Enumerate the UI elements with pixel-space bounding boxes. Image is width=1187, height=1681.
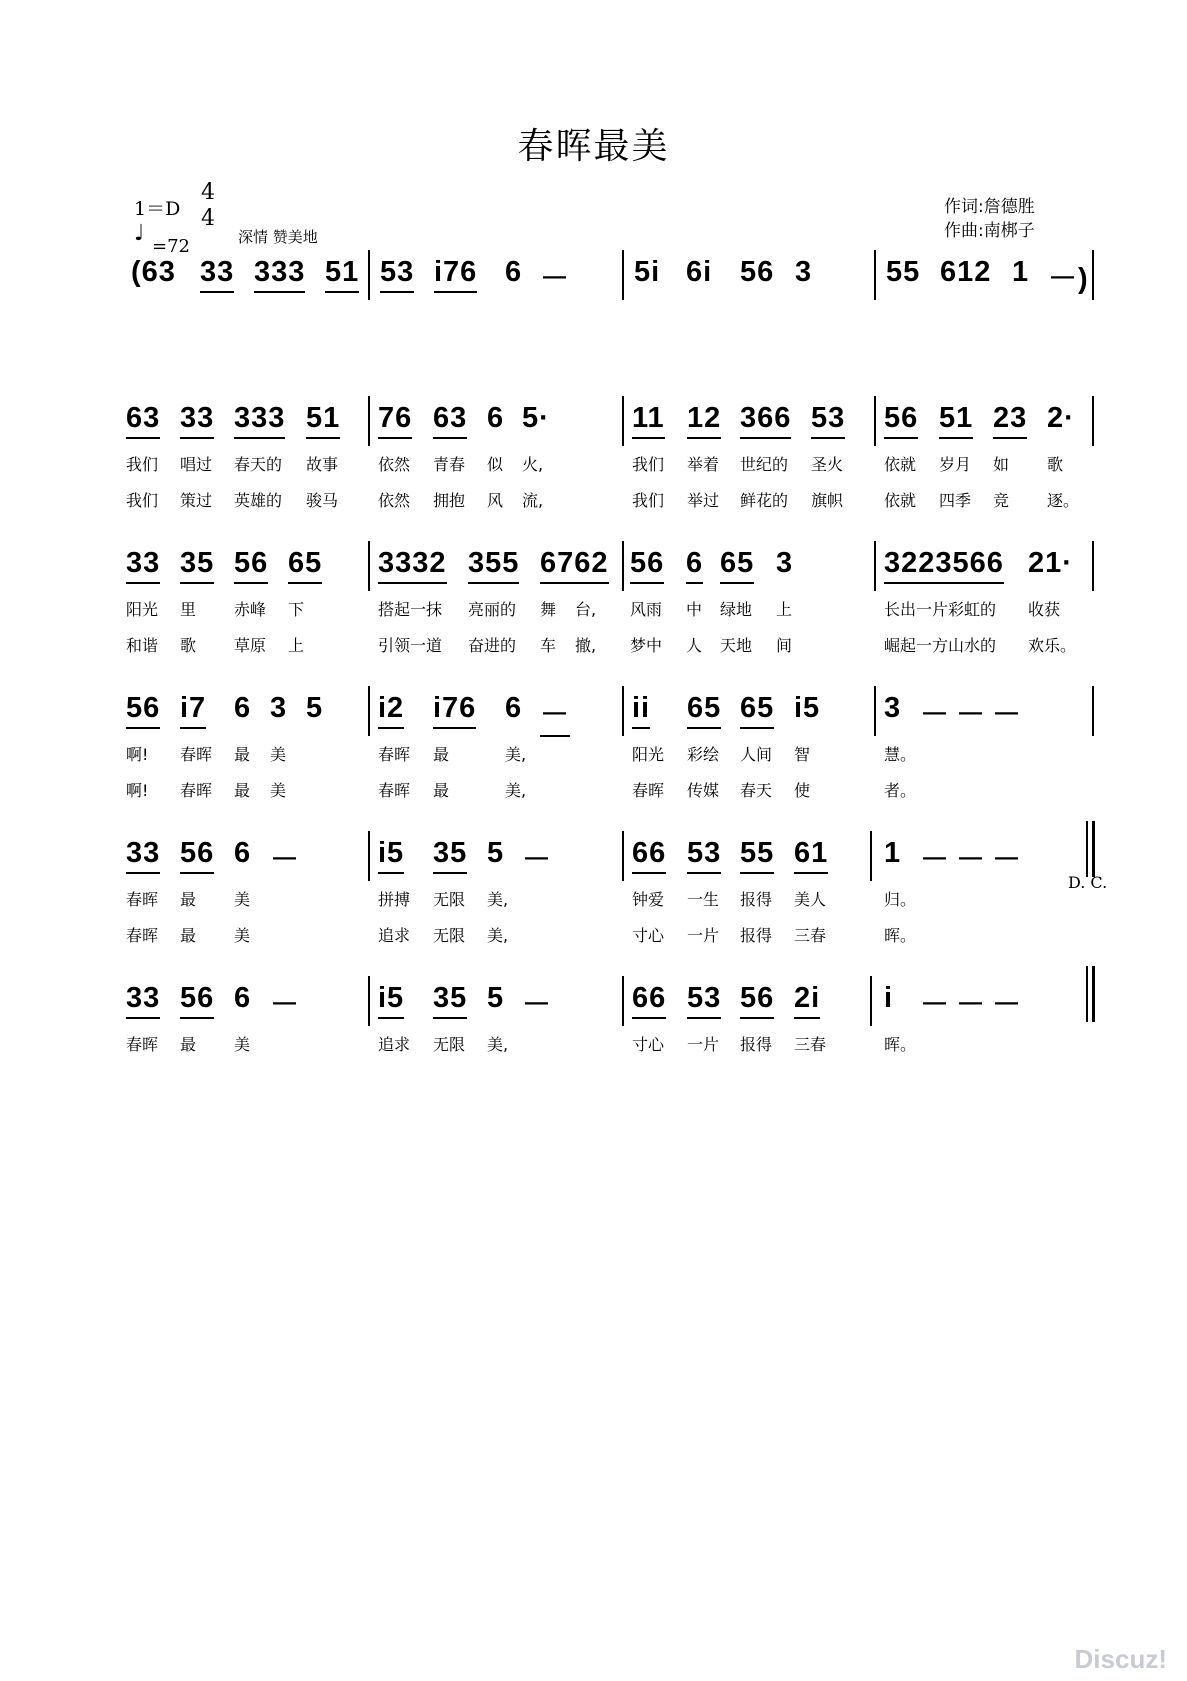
note-group: －: [992, 699, 1023, 731]
bar-line: [874, 250, 876, 300]
lyric-verse-2: 旗帜: [811, 491, 844, 510]
note-group: 35: [180, 547, 214, 584]
lyric-verse-2: 传媒: [687, 781, 720, 800]
lyric-verse-1: 无限: [433, 1035, 466, 1054]
bar-line: [622, 250, 624, 300]
note-group: i76: [434, 256, 477, 293]
lyric-verse-1: 啊!: [126, 745, 149, 764]
lyric-verse-1: 下: [288, 600, 305, 619]
lyric-verse-1: 美,: [487, 1035, 509, 1054]
lyric-verse-1: 依就: [884, 455, 917, 474]
lyric-verse-1: 美人: [794, 890, 827, 909]
note-group: －: [540, 692, 570, 737]
note-group: 53: [380, 256, 414, 293]
note-group: 56: [740, 982, 774, 1019]
note-group: 3: [795, 256, 813, 288]
lyric-verse-2: 最: [433, 781, 450, 800]
bar-line: [870, 831, 872, 881]
note-group: 3223566: [884, 547, 1004, 584]
lyric-verse-2: 歌: [180, 636, 197, 655]
lyric-verse-1: 晖。: [884, 1035, 917, 1054]
note-group: 35: [433, 837, 467, 874]
note-group: i5: [794, 692, 821, 724]
bar-line: [622, 831, 624, 881]
note-group: 3: [884, 692, 902, 724]
note-group: 5i: [634, 256, 661, 288]
note-group: 65: [687, 692, 721, 729]
lyric-verse-1: 青春: [433, 455, 466, 474]
note-group: i: [884, 982, 894, 1014]
note-group: －: [956, 989, 987, 1021]
note-group: 56: [126, 692, 160, 729]
lyric-verse-2: 四季: [939, 491, 972, 510]
lyric-verse-1: 火,: [522, 455, 544, 474]
lyric-verse-2: 举过: [687, 491, 720, 510]
note-group: 33: [126, 547, 160, 584]
lyric-verse-1: 唱过: [180, 455, 213, 474]
note-group: i5: [378, 982, 404, 1019]
key-signature: 1＝D: [134, 198, 181, 220]
bar-line: [368, 541, 370, 591]
lyric-verse-2: 梦中: [630, 636, 663, 655]
note-group: 12: [687, 402, 721, 439]
bar-line: [874, 686, 876, 736]
note-group: i76: [433, 692, 476, 729]
note-group: 2i: [794, 982, 820, 1019]
bar-line: [622, 686, 624, 736]
lyric-verse-1: 圣火: [811, 455, 844, 474]
bar-line: [874, 541, 876, 591]
lyric-verse-2: 草原: [234, 636, 267, 655]
bar-line: [1092, 686, 1094, 736]
lyric-verse-2: 英雄的: [234, 491, 283, 510]
lyric-verse-1: 追求: [378, 1035, 411, 1054]
note-group: －): [1048, 263, 1089, 295]
note-group: 3: [270, 692, 288, 724]
lyric-verse-1: 拼搏: [378, 890, 411, 909]
note-group: 61: [794, 837, 828, 874]
lyric-verse-2: 春晖: [632, 781, 665, 800]
lyric-verse-2: 欢乐。: [1028, 636, 1077, 655]
lyric-verse-1: 亮丽的: [468, 600, 517, 619]
note-group: －: [956, 699, 987, 731]
note-group: －: [992, 844, 1023, 876]
lyric-verse-1: 赤峰: [234, 600, 267, 619]
note-group: 51: [325, 256, 359, 293]
note-group: 56: [234, 547, 268, 584]
bar-line: [870, 976, 872, 1026]
lyric-verse-1: 长出一片彩虹的: [884, 600, 997, 619]
final-barline: [1092, 821, 1095, 877]
lyric-verse-1: 最: [180, 890, 197, 909]
lyric-verse-1: 我们: [632, 455, 665, 474]
note-group: 76: [378, 402, 412, 439]
lyric-verse-1: 阳光: [126, 600, 159, 619]
lyric-verse-1: 上: [776, 600, 793, 619]
bar-line: [368, 686, 370, 736]
lyric-verse-1: 里: [180, 600, 197, 619]
final-barline: [1086, 966, 1088, 1022]
lyric-verse-2: 美,: [487, 926, 509, 945]
lyric-verse-2: 崛起一方山水的: [884, 636, 997, 655]
bar-line: [874, 396, 876, 446]
da-capo-mark: D. C.: [1068, 873, 1108, 892]
lyric-verse-2: 撤,: [575, 636, 597, 655]
note-group: i2: [378, 692, 404, 729]
lyric-verse-1: 中: [686, 600, 703, 619]
lyric-verse-1: 美,: [505, 745, 527, 764]
note-group: 23: [993, 402, 1027, 439]
note-group: 53: [811, 402, 845, 439]
lyric-verse-1: 舞: [540, 600, 557, 619]
lyric-verse-2: 追求: [378, 926, 411, 945]
lyric-verse-1: 春晖: [126, 890, 159, 909]
lyric-verse-2: 美: [270, 781, 287, 800]
note-group: 56: [180, 837, 214, 874]
note-group: 5·: [522, 402, 550, 434]
final-barline: [1092, 966, 1095, 1022]
note-group: 66: [632, 982, 666, 1019]
lyric-verse-1: 美: [234, 1035, 251, 1054]
lyric-verse-1: 归。: [884, 890, 917, 909]
lyric-verse-2: 春晖: [180, 781, 213, 800]
lyric-verse-1: 美: [234, 890, 251, 909]
lyric-verse-2: 最: [180, 926, 197, 945]
note-group: 6: [487, 402, 505, 434]
lyric-verse-1: 钟爱: [632, 890, 665, 909]
lyric-verse-2: 拥抱: [433, 491, 466, 510]
lyric-verse-1: 一片: [687, 1035, 720, 1054]
note-group: 612: [940, 256, 992, 288]
lyric-verse-2: 春晖: [378, 781, 411, 800]
note-group: －: [522, 844, 553, 876]
note-group: 2·: [1047, 402, 1075, 434]
note-group: －: [540, 263, 571, 295]
note-group: 65: [288, 547, 322, 584]
bar-line: [368, 831, 370, 881]
lyric-verse-2: 逐。: [1047, 491, 1080, 510]
lyric-verse-1: 歌: [1047, 455, 1064, 474]
lyric-verse-1: 人间: [740, 745, 773, 764]
lyricist: 作词:詹德胜: [944, 197, 1035, 217]
bar-line: [622, 976, 624, 1026]
note-group: 6: [234, 837, 252, 869]
note-group: 51: [939, 402, 973, 439]
note-group: 63: [433, 402, 467, 439]
lyric-verse-2: 春晖: [126, 926, 159, 945]
lyric-verse-2: 依然: [378, 491, 411, 510]
note-group: 6762: [540, 547, 609, 584]
note-group: 56: [740, 256, 775, 288]
lyric-verse-2: 上: [288, 636, 305, 655]
note-group: －: [270, 989, 301, 1021]
note-group: 5: [487, 982, 505, 1014]
lyric-verse-1: 春天的: [234, 455, 283, 474]
bar-line: [622, 396, 624, 446]
lyric-verse-2: 依就: [884, 491, 917, 510]
note-group: －: [270, 844, 301, 876]
bar-line: [368, 976, 370, 1026]
quarter-note-icon: ♩: [134, 221, 145, 246]
note-group: 1: [884, 837, 902, 869]
lyric-verse-2: 间: [776, 636, 793, 655]
lyric-verse-2: 引领一道: [378, 636, 443, 655]
note-group: 55: [740, 837, 774, 874]
lyric-verse-1: 报得: [740, 1035, 773, 1054]
bar-line: [368, 250, 370, 300]
lyric-verse-2: 我们: [632, 491, 665, 510]
note-group: 33: [200, 256, 234, 293]
note-group: 333: [234, 402, 285, 439]
bar-line: [1092, 396, 1094, 446]
song-title: 春晖最美: [517, 126, 670, 167]
lyric-verse-2: 竞: [993, 491, 1010, 510]
lyric-verse-2: 流,: [522, 491, 544, 510]
lyric-verse-1: 世纪的: [740, 455, 789, 474]
lyric-verse-1: 台,: [575, 600, 597, 619]
lyric-verse-2: 鲜花的: [740, 491, 789, 510]
lyric-verse-1: 搭起一抹: [378, 600, 443, 619]
bar-line: [368, 396, 370, 446]
lyric-verse-2: 人: [686, 636, 703, 655]
lyric-verse-2: 啊!: [126, 781, 149, 800]
note-group: 21·: [1028, 547, 1073, 579]
lyric-verse-1: 一生: [687, 890, 720, 909]
note-group: i5: [378, 837, 404, 874]
lyric-verse-1: 故事: [306, 455, 339, 474]
note-group: 65: [740, 692, 774, 729]
note-group: 56: [884, 402, 918, 439]
lyric-verse-1: 最: [180, 1035, 197, 1054]
expression-mark: 深情 赞美地: [238, 228, 318, 246]
lyric-verse-1: 美,: [487, 890, 509, 909]
note-group: 65: [720, 547, 754, 584]
lyric-verse-1: 无限: [433, 890, 466, 909]
lyric-verse-2: 者。: [884, 781, 917, 800]
lyric-verse-2: 风: [487, 491, 504, 510]
note-group: 51: [306, 402, 340, 439]
note-group: 35: [433, 982, 467, 1019]
lyric-verse-2: 奋进的: [468, 636, 517, 655]
lyric-verse-2: 报得: [740, 926, 773, 945]
lyric-verse-1: 彩绘: [687, 745, 720, 764]
note-group: －: [522, 989, 553, 1021]
lyric-verse-2: 和谐: [126, 636, 159, 655]
watermark: Discuz!: [1074, 1644, 1167, 1674]
lyric-verse-1: 阳光: [632, 745, 665, 764]
note-group: 6: [505, 256, 523, 288]
lyric-verse-1: 美: [270, 745, 287, 764]
note-group: 6: [686, 547, 703, 584]
lyric-verse-1: 三春: [794, 1035, 827, 1054]
note-group: －: [956, 844, 987, 876]
time-signature-bottom: 4: [201, 206, 215, 231]
note-group: 6i: [686, 256, 713, 288]
note-group: 6: [234, 982, 252, 1014]
lyric-verse-2: 策过: [180, 491, 213, 510]
lyric-verse-1: 最: [433, 745, 450, 764]
lyric-verse-2: 天地: [720, 636, 753, 655]
composer: 作曲:南梆子: [944, 221, 1035, 241]
lyric-verse-1: 春晖: [126, 1035, 159, 1054]
note-group: 5: [306, 692, 324, 724]
time-signature-top: 4: [201, 180, 215, 205]
note-group: 11: [632, 402, 665, 439]
tempo-value: =72: [152, 236, 190, 257]
note-group: ii: [632, 692, 650, 729]
note-group: 33: [126, 837, 160, 874]
lyric-verse-1: 春晖: [378, 745, 411, 764]
lyric-verse-1: 似: [487, 455, 504, 474]
note-group: 366: [740, 402, 791, 439]
lyric-verse-1: 我们: [126, 455, 159, 474]
note-group: 3: [776, 547, 794, 579]
lyric-verse-2: 三春: [794, 926, 827, 945]
note-group: 66: [632, 837, 666, 874]
bar-line: [1092, 250, 1094, 300]
note-group: －: [920, 844, 951, 876]
lyric-verse-2: 美: [234, 926, 251, 945]
note-group: 55: [886, 256, 921, 288]
lyric-verse-1: 智: [794, 745, 811, 764]
note-group: 355: [468, 547, 519, 584]
note-group: 63: [126, 402, 160, 439]
note-group: i7: [180, 692, 206, 729]
lyric-verse-2: 一片: [687, 926, 720, 945]
note-group: 33: [180, 402, 214, 439]
note-group: 53: [687, 837, 721, 874]
note-group: 333: [254, 256, 305, 293]
lyric-verse-1: 岁月: [939, 455, 972, 474]
lyric-verse-2: 无限: [433, 926, 466, 945]
lyric-verse-2: 骏马: [306, 491, 339, 510]
lyric-verse-2: 最: [234, 781, 251, 800]
lyric-verse-1: 慧。: [884, 745, 917, 764]
note-group: －: [920, 699, 951, 731]
note-group: (63: [131, 256, 176, 288]
lyric-verse-1: 如: [993, 455, 1010, 474]
bar-line: [1092, 541, 1094, 591]
lyric-verse-2: 我们: [126, 491, 159, 510]
lyric-verse-1: 举着: [687, 455, 720, 474]
note-group: 6: [234, 692, 252, 724]
note-group: 56: [180, 982, 214, 1019]
lyric-verse-2: 晖。: [884, 926, 917, 945]
lyric-verse-2: 车: [540, 636, 557, 655]
note-group: －: [992, 989, 1023, 1021]
lyric-verse-1: 寸心: [632, 1035, 665, 1054]
final-barline: [1086, 821, 1088, 877]
bar-line: [622, 541, 624, 591]
lyric-verse-1: 绿地: [720, 600, 753, 619]
lyric-verse-1: 最: [234, 745, 251, 764]
lyric-verse-1: 报得: [740, 890, 773, 909]
lyric-verse-1: 风雨: [630, 600, 663, 619]
lyric-verse-1: 春晖: [180, 745, 213, 764]
note-group: 56: [630, 547, 664, 584]
note-group: 6: [505, 692, 523, 724]
lyric-verse-2: 使: [794, 781, 811, 800]
lyric-verse-1: 依然: [378, 455, 411, 474]
lyric-verse-2: 美,: [505, 781, 527, 800]
lyric-verse-2: 寸心: [632, 926, 665, 945]
note-group: 3332: [378, 547, 447, 584]
time-signature: [198, 180, 218, 232]
note-group: －: [920, 989, 951, 1021]
note-group: 33: [126, 982, 160, 1019]
note-group: 1: [1012, 256, 1030, 288]
lyric-verse-2: 春天: [740, 781, 773, 800]
note-group: 5: [487, 837, 505, 869]
note-group: 53: [687, 982, 721, 1019]
lyric-verse-1: 收获: [1028, 600, 1061, 619]
